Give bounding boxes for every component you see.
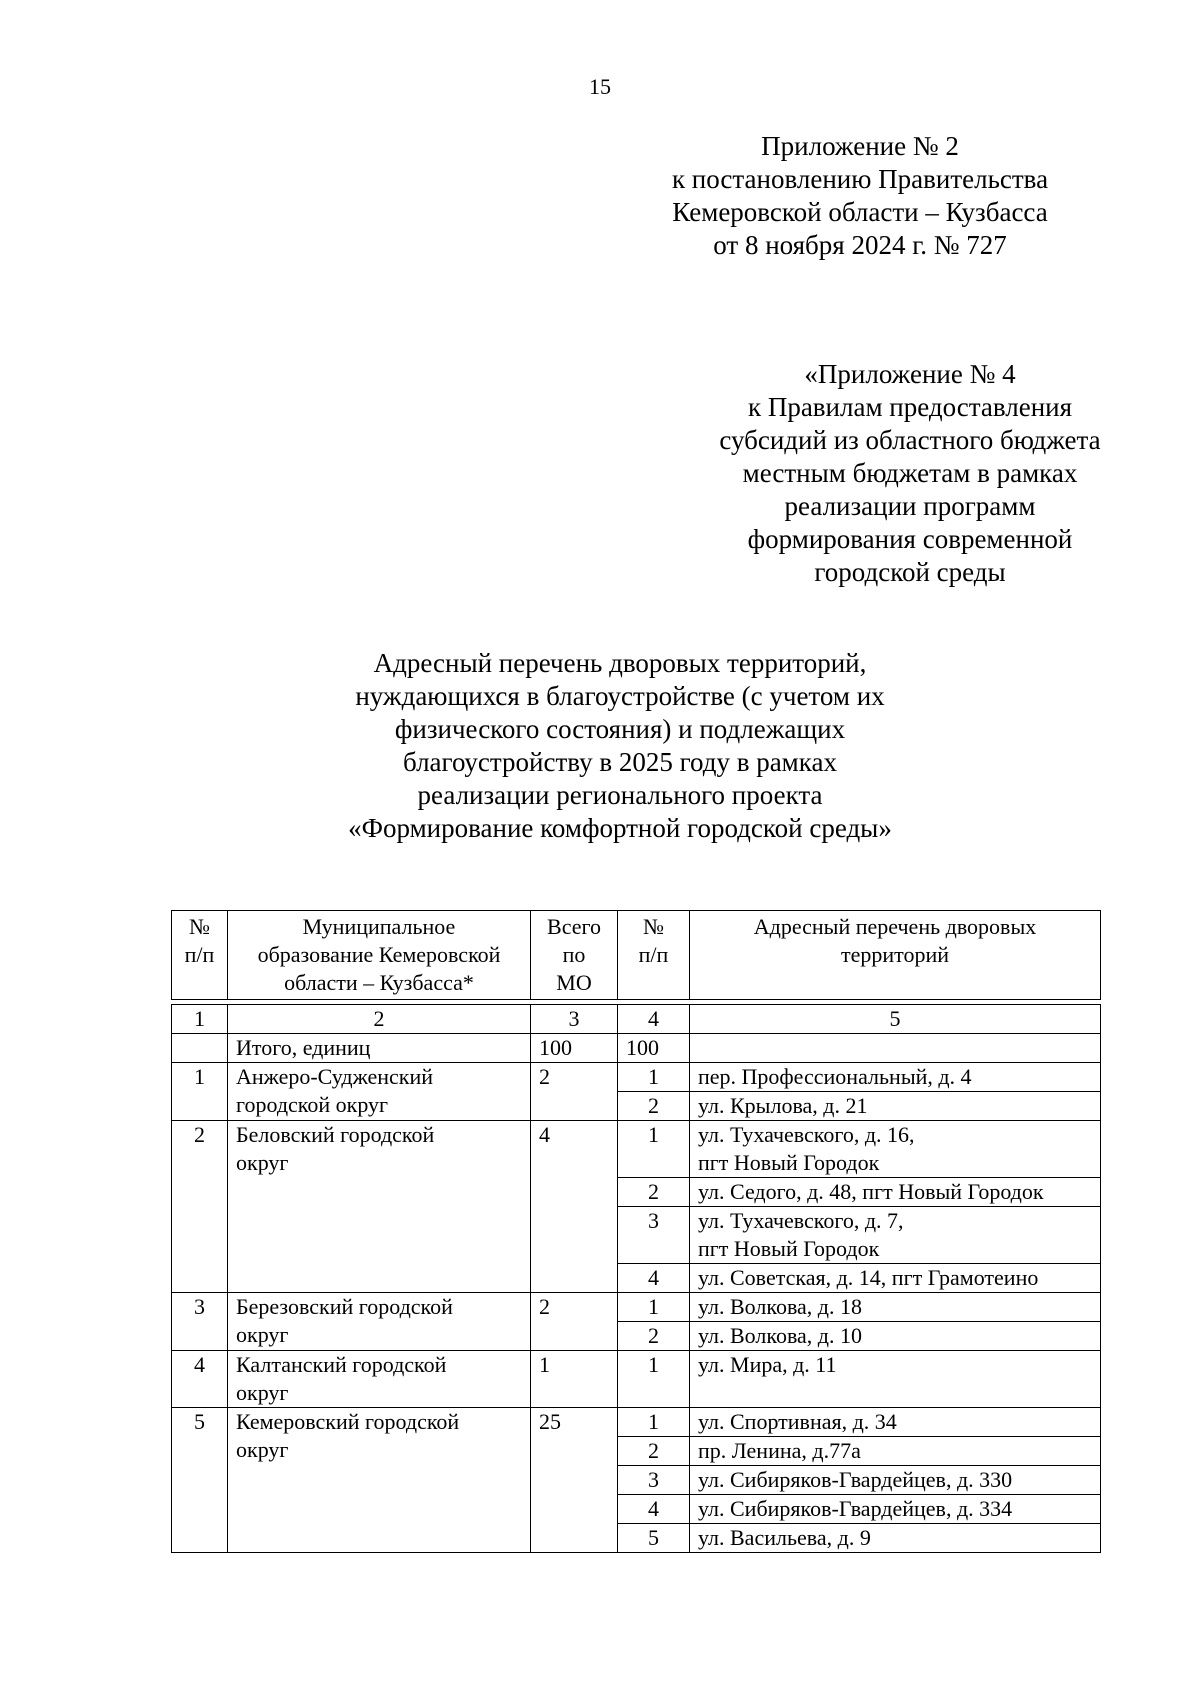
address-line: пер. Профессиональный, д. 4 xyxy=(698,1064,972,1089)
total-empty-cell xyxy=(172,1034,228,1063)
municipality-name xyxy=(228,1063,531,1121)
address-table xyxy=(171,910,1101,1553)
table-row xyxy=(172,1063,1101,1092)
address-number: 3 xyxy=(618,1466,690,1495)
address-number: 1 xyxy=(618,1293,690,1322)
address-number: 1 xyxy=(618,1408,690,1437)
municipality-name-line: Кемеровский городской xyxy=(236,1409,460,1434)
municipality-total: 25 xyxy=(531,1408,618,1553)
address-cell xyxy=(690,1207,1101,1264)
address-cell xyxy=(690,1063,1101,1092)
address-line: ул. Тухачевского, д. 16, xyxy=(698,1122,915,1147)
title-line: благоустройству в 2025 году в рамках xyxy=(403,747,837,777)
address-line: ул. Спортивная, д. 34 xyxy=(698,1409,897,1434)
municipality-number: 5 xyxy=(172,1408,228,1553)
municipality-name-line: округ xyxy=(236,1380,289,1405)
address-number: 1 xyxy=(618,1121,690,1178)
header-municipality: Муниципальное образование Кемеровской области – Кузбасса* xyxy=(228,911,531,1000)
table-row xyxy=(172,1351,1101,1408)
address-number: 4 xyxy=(618,1264,690,1293)
address-line: ул. Седого, д. 48, пгт Новый Городок xyxy=(698,1179,1044,1204)
municipality-name xyxy=(228,1408,531,1553)
address-line: пр. Ленина, д.77а xyxy=(698,1438,861,1463)
municipality-name-line: городской округ xyxy=(236,1092,389,1117)
appendix-4-line: формирования современной xyxy=(747,524,1073,554)
appendix-2-line: к постановлению Правительства xyxy=(671,164,1049,194)
address-number: 1 xyxy=(618,1063,690,1092)
table-header-row xyxy=(172,911,1101,1000)
municipality-name-line: Анжеро-Судженский xyxy=(236,1064,434,1089)
municipality-number: 4 xyxy=(172,1351,228,1408)
address-line: пгт Новый Городок xyxy=(698,1150,880,1175)
municipality-number: 3 xyxy=(172,1293,228,1351)
address-line: ул. Советская, д. 14, пгт Грамотеино xyxy=(698,1265,1039,1290)
municipality-name xyxy=(228,1351,531,1408)
address-line: пгт Новый Городок xyxy=(698,1236,880,1261)
column-number: 1 xyxy=(172,1005,228,1034)
header-sub-num: № п/п xyxy=(618,911,690,1000)
municipality-total: 2 xyxy=(531,1063,618,1121)
appendix-4-line: местным бюджетам в рамках xyxy=(742,458,1078,488)
municipality-name xyxy=(228,1293,531,1351)
table-body xyxy=(172,1000,1101,1553)
table-row xyxy=(172,1293,1101,1322)
address-line: ул. Крылова, д. 21 xyxy=(698,1093,868,1118)
address-cell xyxy=(690,1351,1101,1408)
address-number: 2 xyxy=(618,1092,690,1121)
address-line: ул. Мира, д. 11 xyxy=(698,1352,837,1377)
municipality-name-line: округ xyxy=(236,1150,289,1175)
address-cell xyxy=(690,1293,1101,1322)
municipality-total: 1 xyxy=(531,1351,618,1408)
address-cell xyxy=(690,1495,1101,1524)
municipality-name-line: Калтанский городской xyxy=(236,1352,447,1377)
appendix-2-header xyxy=(640,130,1080,262)
column-numbers-row xyxy=(172,1005,1101,1034)
column-number: 5 xyxy=(690,1005,1101,1034)
total-label: Итого, единиц xyxy=(228,1034,531,1063)
header-addresses: Адресный перечень дворовых территорий xyxy=(690,911,1101,1000)
address-line: ул. Сибиряков-Гвардейцев, д. 334 xyxy=(698,1496,1013,1521)
title-line: Адресный перечень дворовых территорий, xyxy=(373,648,867,678)
appendix-4-line: к Правилам предоставления xyxy=(747,392,1073,422)
address-cell xyxy=(690,1322,1101,1351)
appendix-4-line: субсидий из областного бюджета xyxy=(719,425,1101,455)
municipality-number: 1 xyxy=(172,1063,228,1121)
address-cell xyxy=(690,1178,1101,1207)
total-empty-cell xyxy=(690,1034,1101,1063)
appendix-4-header xyxy=(680,358,1140,589)
address-cell xyxy=(690,1121,1101,1178)
header-num: № п/п xyxy=(172,911,228,1000)
address-number: 3 xyxy=(618,1207,690,1264)
title-line: «Формирование комфортной городской среды» xyxy=(348,813,892,843)
column-number: 2 xyxy=(228,1005,531,1034)
municipality-number: 2 xyxy=(172,1121,228,1293)
address-number: 4 xyxy=(618,1495,690,1524)
title-line: нуждающихся в благоустройстве (с учетом их xyxy=(355,681,885,711)
document-title xyxy=(250,647,990,845)
total-row xyxy=(172,1034,1101,1063)
address-cell xyxy=(690,1524,1101,1553)
column-number: 3 xyxy=(531,1005,618,1034)
table-row xyxy=(172,1121,1101,1178)
title-line: физического состояния) и подлежащих xyxy=(394,714,846,744)
address-number: 2 xyxy=(618,1178,690,1207)
municipality-total: 2 xyxy=(531,1293,618,1351)
total-count-value: 100 xyxy=(618,1034,690,1063)
address-number: 2 xyxy=(618,1322,690,1351)
appendix-4-line: городской среды xyxy=(814,557,1006,587)
appendix-4-line: «Приложение № 4 xyxy=(804,359,1016,389)
title-line: реализации регионального проекта xyxy=(417,780,823,810)
address-cell xyxy=(690,1408,1101,1437)
municipality-total: 4 xyxy=(531,1121,618,1293)
address-number: 2 xyxy=(618,1437,690,1466)
municipality-name-line: Березовский городской xyxy=(236,1294,453,1319)
address-number: 5 xyxy=(618,1524,690,1553)
municipality-name xyxy=(228,1121,531,1293)
address-cell xyxy=(690,1264,1101,1293)
appendix-2-line: Кемеровской области – Кузбасса xyxy=(672,197,1048,227)
header-total: Всего по МО xyxy=(531,911,618,1000)
address-cell xyxy=(690,1437,1101,1466)
municipality-name-line: округ xyxy=(236,1322,289,1347)
address-line: ул. Сибиряков-Гвардейцев, д. 330 xyxy=(698,1467,1013,1492)
column-number: 4 xyxy=(618,1005,690,1034)
table-row xyxy=(172,1408,1101,1437)
address-line: ул. Волкова, д. 10 xyxy=(698,1323,863,1348)
address-cell xyxy=(690,1466,1101,1495)
address-line: ул. Васильева, д. 9 xyxy=(698,1525,871,1550)
municipality-name-line: округ xyxy=(236,1437,289,1462)
total-mo-value: 100 xyxy=(531,1034,618,1063)
municipality-name-line: Беловский городской xyxy=(236,1122,435,1147)
address-line: ул. Тухачевского, д. 7, xyxy=(698,1208,904,1233)
address-line: ул. Волкова, д. 18 xyxy=(698,1294,863,1319)
address-cell xyxy=(690,1092,1101,1121)
appendix-2-line: Приложение № 2 xyxy=(761,131,959,161)
address-number: 1 xyxy=(618,1351,690,1408)
page-number: 15 xyxy=(589,74,611,99)
appendix-4-line: реализации программ xyxy=(784,491,1036,521)
appendix-2-line: от 8 ноября 2024 г. № 727 xyxy=(713,230,1007,260)
